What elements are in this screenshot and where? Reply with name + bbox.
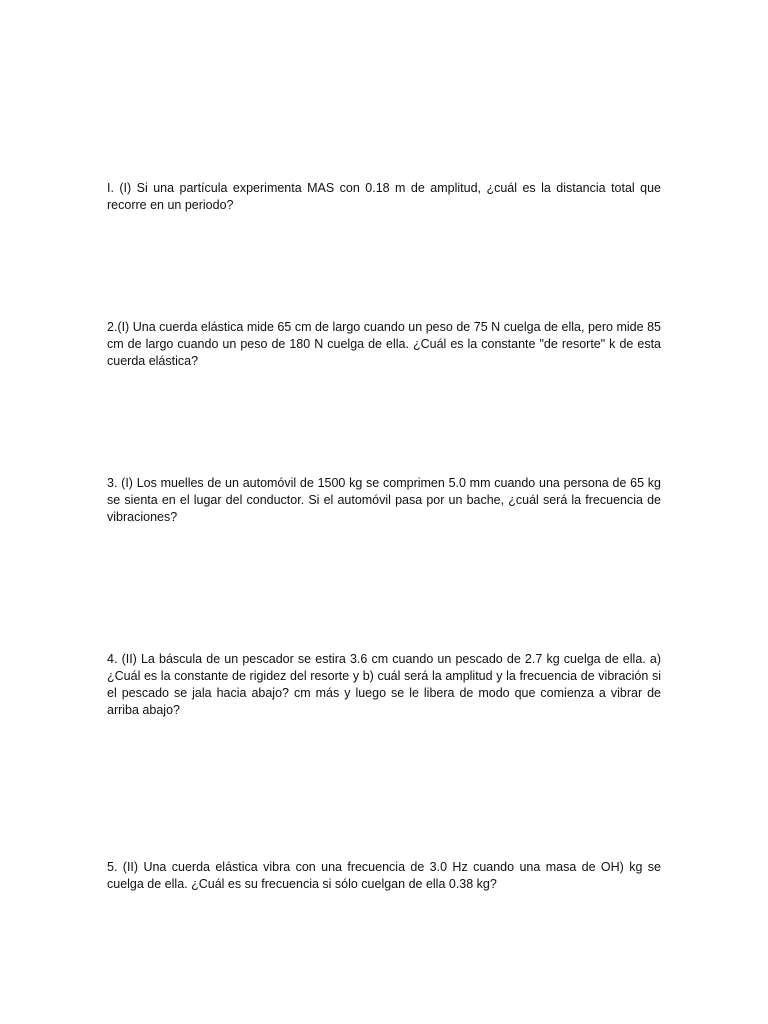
problem-3-text: 3. (I) Los muelles de un automóvil de 1500 kg se comprimen 5.0 mm cuando una persona de 65 kg se sienta en el lugar del conductor. Si el automóvil pasa por un bache, ¿cuál será la frecuencia de vibraciones? <box>107 476 661 524</box>
problem-4-text: 4. (II) La báscula de un pescador se estira 3.6 cm cuando un pescado de 2.7 kg cuelga de ella. a) ¿Cuál es la constante de rigidez del resorte y b) cuál será la amplitud y la frecuencia de vibración si el pescado se jala hacia abajo? cm más y luego se le libera de modo que comienza a vibrar de arriba abajo? <box>107 652 661 717</box>
problem-5-text: 5. (II) Una cuerda elástica vibra con una frecuencia de 3.0 Hz cuando una masa de OH) kg se cuelga de ella. ¿Cuál es su frecuencia si sólo cuelgan de ella 0.38 kg? <box>107 860 661 891</box>
problem-1-text: I. (I) Si una partícula experimenta MAS con 0.18 m de amplitud, ¿cuál es la distancia total que recorre en un periodo? <box>107 181 661 212</box>
problem-2-text: 2.(I) Una cuerda elástica mide 65 cm de largo cuando un peso de 75 N cuelga de ella, pero mide 85 cm de largo cuando un peso de 180 N cuelga de ella. ¿Cuál es la constante "de resorte" k de esta cuerda elástica? <box>107 320 661 368</box>
